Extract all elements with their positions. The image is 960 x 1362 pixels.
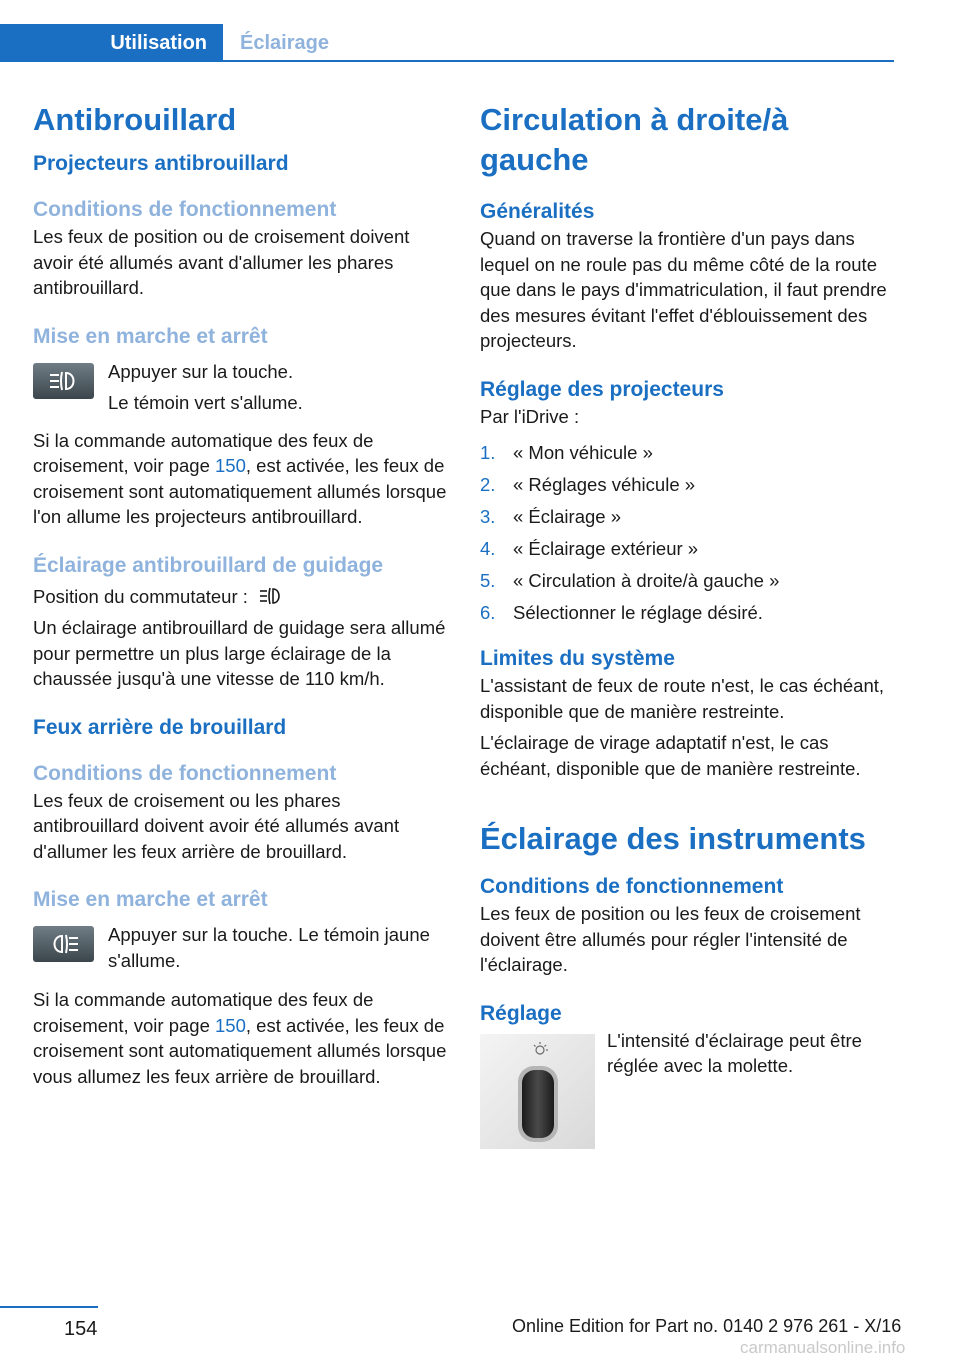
instr-conditions-text: Les feux de position ou les feux de croisement doivent être allumés pour régler l'intensité de l'éclairage. <box>480 903 861 975</box>
auto-low-beam-text: Si la commande automatique des feux de croisement, voir page 150, est activée, les feux de croisement sont automatiquement allumés lorsque l'on allume les projecteurs antibrouillard. <box>33 429 447 527</box>
page-number: 154 <box>64 1318 98 1340</box>
step-item <box>480 437 895 469</box>
heading-guidance-fog: Éclairage antibrouillard de guidage <box>33 553 384 577</box>
rear-fog-light-icon <box>48 933 80 955</box>
heading-general: Généralités <box>480 200 595 223</box>
footer-rule <box>0 1306 98 1308</box>
heading-rear-fog: Feux arrière de brouillard <box>33 715 287 739</box>
left-column <box>33 100 448 1089</box>
guidance-fog-text: Un éclairage antibrouillard de guidage sera allumé pour permettre un plus large éclairage de la chaussée jusqu'à une vitesse de 110 km/h. <box>33 617 446 689</box>
dimmer-wheel-image <box>480 1034 595 1149</box>
limits-text-2: L'éclairage de virage adaptatif n'est, le cas échéant, disponible que de manière restreinte. <box>480 732 861 779</box>
step-item <box>480 565 895 597</box>
adjustment-text: L'intensité d'éclairage peut être réglée avec la molette. <box>607 1029 862 1076</box>
rear-fog-button-image <box>33 926 94 962</box>
chapter-tab-utilisation[interactable]: Utilisation <box>0 24 223 62</box>
step-text: « Mon véhicule » <box>513 442 653 463</box>
front-fog-light-icon <box>48 370 80 392</box>
step-number: 2. <box>480 474 496 495</box>
section-tab-eclairage[interactable]: Éclairage <box>240 31 329 54</box>
general-text: Quand on traverse la frontière d'un pays dans lequel on ne roule pas du même côté de la route que dans le pays d'immatriculation, il faut prendre des mesures évitant l'effet d'éblouissement des projecteurs. <box>480 228 887 351</box>
step-number: 1. <box>480 442 496 463</box>
heading-adjustment: Réglage <box>480 1001 562 1025</box>
front-fog-button-row <box>33 359 448 416</box>
rear-auto-low-beam-text: Si la commande automatique des feux de croisement, voir page 150, est activée, les feux de croisement sont automatiquement allumés lorsque vous allumez les feux arrière de brouillard. <box>33 989 447 1087</box>
idrive-text: Par l'iDrive : <box>480 405 580 427</box>
step-item <box>480 533 895 565</box>
heading-conditions: Conditions de fonctionnement <box>33 198 337 221</box>
settings-steps-list <box>480 437 895 629</box>
step-number: 3. <box>480 506 496 527</box>
heading-instr-conditions: Conditions de fonctionnement <box>480 875 784 898</box>
step-text: Sélectionner le réglage désiré. <box>513 602 763 623</box>
rear-fog-button-row <box>33 922 448 973</box>
front-fog-button-image <box>33 363 94 399</box>
guidance-fog-icon <box>259 586 283 606</box>
heading-rear-conditions: Conditions de fonctionnement <box>33 761 337 785</box>
page-link-150[interactable]: 150 <box>215 455 246 476</box>
page-link-150-rear[interactable]: 150 <box>215 1014 246 1036</box>
step-text: « Éclairage » <box>513 506 621 527</box>
step-item <box>480 597 895 629</box>
title-antibrouillard: Antibrouillard <box>33 102 237 137</box>
title-traffic-side: Circulation à droite/à gauche <box>480 102 789 177</box>
title-instrument-lighting: Éclairage des instruments <box>480 821 866 856</box>
step-item <box>480 501 895 533</box>
limits-text-1: L'assistant de feux de route n'est, le cas échéant, disponible que de manière restreinte. <box>480 675 885 722</box>
watermark: carmanualsonline.info <box>740 1338 906 1357</box>
page-header <box>0 24 894 62</box>
dimmer-wheel-icon <box>480 1034 595 1149</box>
edition-text: Online Edition for Part no. 0140 2 976 261 - X/16 <box>512 1316 902 1336</box>
step-text: « Réglages véhicule » <box>513 474 696 495</box>
front-fog-instruction: Appuyer sur la touche. <box>108 360 294 382</box>
step-number: 4. <box>480 538 496 559</box>
heading-headlight-settings: Réglage des projecteurs <box>480 377 724 401</box>
switch-position-text: Position du commutateur : <box>33 584 448 610</box>
heading-front-fog: Projecteurs antibrouillard <box>33 152 289 175</box>
front-fog-indicator: Le témoin vert s'allume. <box>108 392 303 413</box>
right-column <box>480 100 895 1149</box>
step-text: « Éclairage extérieur » <box>513 538 699 559</box>
step-number: 6. <box>480 602 496 623</box>
step-text: « Circulation à droite/à gauche » <box>513 570 780 591</box>
dimmer-row <box>480 1028 895 1149</box>
rear-conditions-text: Les feux de croisement ou les phares antibrouillard doivent avoir été allumés avant d'allumer les feux arrière de brouillard. <box>33 789 400 862</box>
header-rule <box>0 60 894 62</box>
rear-fog-instruction: Appuyer sur la touche. Le témoin jaune s'allume. <box>108 924 430 971</box>
heading-on-off: Mise en marche et arrêt <box>33 324 268 348</box>
heading-rear-on-off: Mise en marche et arrêt <box>33 888 268 911</box>
step-number: 5. <box>480 570 496 591</box>
step-item <box>480 469 895 501</box>
heading-system-limits: Limites du système <box>480 647 675 670</box>
conditions-text: Les feux de position ou de croisement doivent avoir été allumés avant d'allumer les phares antibrouillard. <box>33 226 410 298</box>
